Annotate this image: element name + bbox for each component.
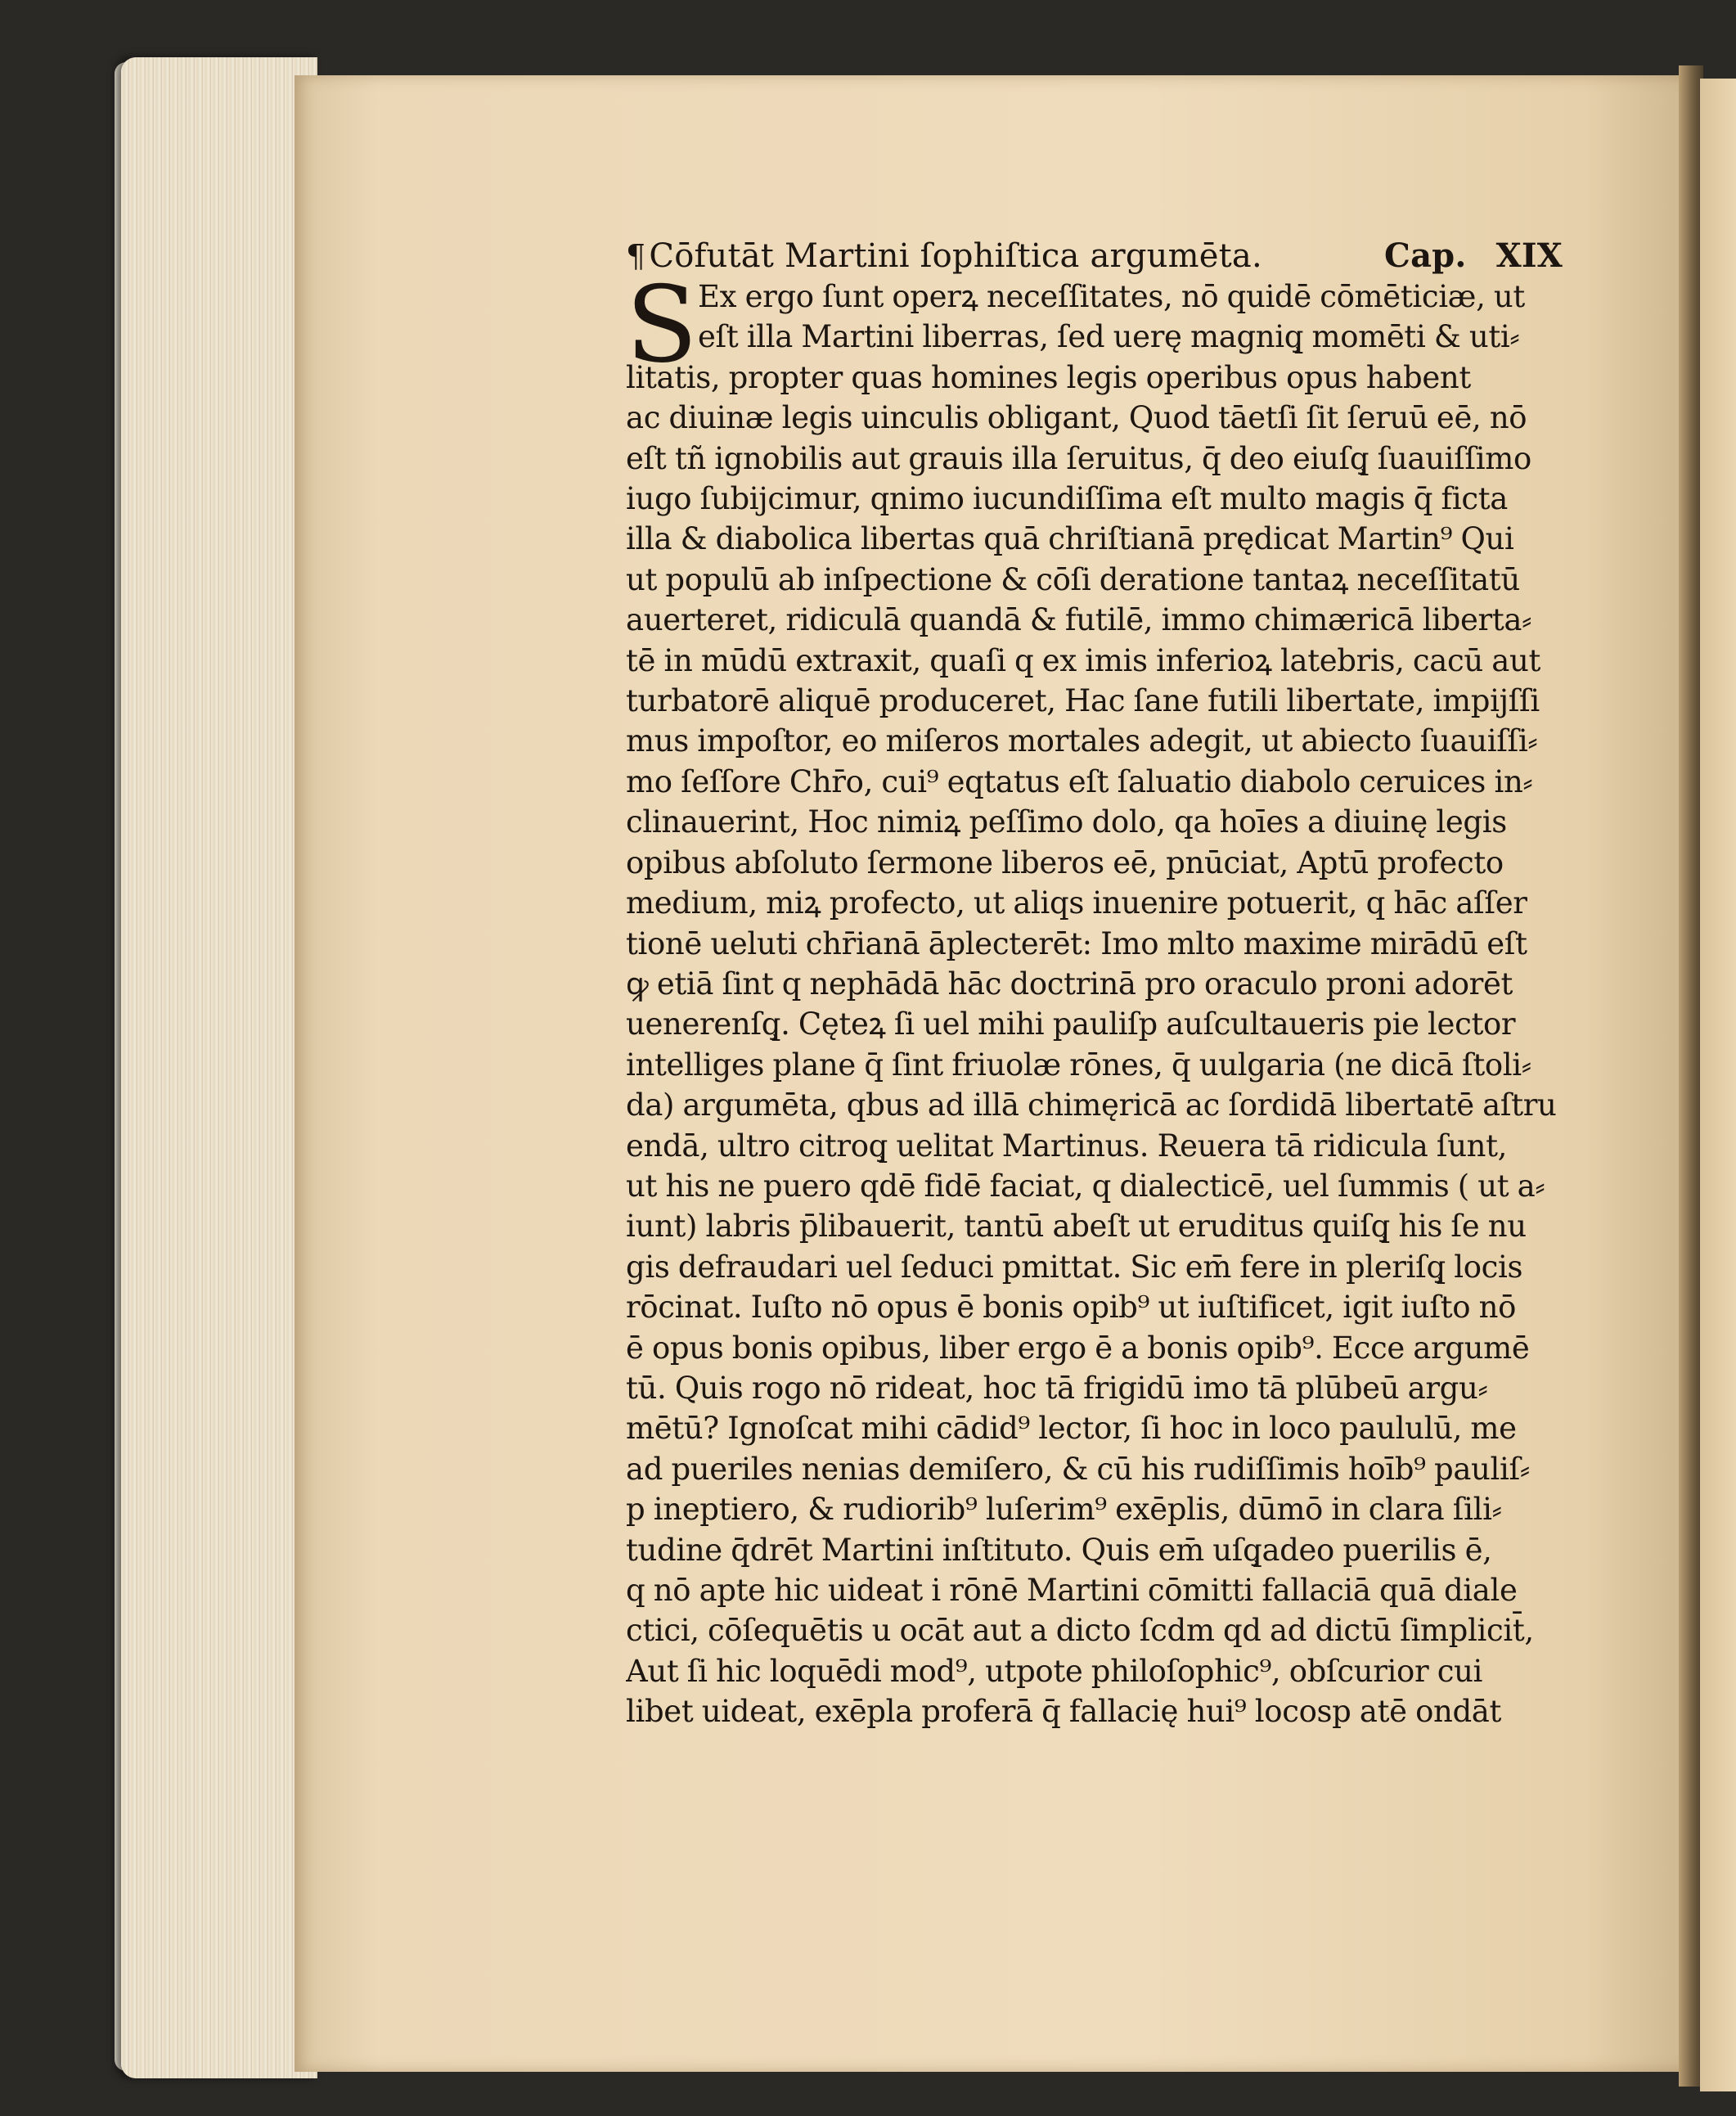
text-line: eſt tñ ignobilis aut grauis illa ſeruitus, q̄ deo eiuſq̧ ſuauiſſimo: [626, 440, 1531, 476]
text-line: tionē ueluti chr̄ianā āplecterēt: Imo mlto maxime mirādū eſt: [626, 925, 1527, 961]
text-line: ad pueriles nenias demiſero, & cū his rudiſſimis hoīb⁹ pauliſ⸗: [626, 1451, 1530, 1487]
text-line: clinauerint, Hoc nimiꝝ peſſimo dolo, qa hoīes a diuinę legis: [626, 804, 1507, 840]
text-line: uenerenſq̧. Cęteꝝ ſi uel mihi pauliſp auſcultaueris pie lector: [626, 1006, 1516, 1042]
text-line: iunt) labris p̄libauerit, tantū abeſt ut eruditus quiſq̧ his ſe nu: [626, 1209, 1527, 1245]
text-line: Ex ergo ſunt operꝝ neceſſitates, nō quidē cōmēticiæ, ut: [698, 279, 1525, 314]
chapter-title: Cōfutāt Martini ſophiſtica argumēta.: [649, 237, 1262, 275]
text-line: ē opus bonis opibus, liber ergo ē a bonis opib⁹. Ecce argumē: [626, 1330, 1530, 1366]
chapter-title-wrap: [626, 236, 1262, 277]
drop-initial: S: [626, 264, 698, 386]
text-line: mus impoſtor, eo miſeros mortales adegit, ut abiecto ſuauiſſi⸗: [626, 723, 1538, 759]
text-line: tē in mūdū extraxit, quaſi q ex imis inferioꝝ latebris, cacū aut: [626, 642, 1540, 678]
text-line: mo ſeſſore Chr̄o, cui⁹ eqtatus eſt ſaluatio diabolo ceruices in⸗: [626, 763, 1533, 799]
text-line: p ineptiero, & rudiorib⁹ luſerim⁹ exēplis, dūmō in clara ſili⸗: [626, 1492, 1502, 1528]
text-block: [626, 236, 1563, 1732]
text-line: q nō apte hic uideat i rōnē Martini cōmitti fallaciā quā diale: [626, 1573, 1518, 1608]
text-line: medium, miꝝ profecto, ut aliqs inuenire potuerit, q hāc aſſer: [626, 885, 1527, 921]
text-line: Aut ſi hic loquēdi mod⁹, utpote philoſophic⁹, obſcurior cui: [626, 1653, 1483, 1689]
body-text: [626, 264, 1563, 1732]
text-line: tudine q̄drēt Martini inſtituto. Quis em̄ uſq̧adeo puerilis ē,: [626, 1532, 1492, 1568]
text-line: gis defraudari uel ſeduci pmittat. Sic em̄ fere in pleriſq̧ locis: [626, 1249, 1523, 1285]
text-line: intelliges plane q̄ ſint friuolæ rōnes, q̄ uulgaria (ne dicā ſtoli⸗: [626, 1047, 1531, 1083]
text-line: ut populū ab inſpectione & cōſi deratione tantaꝝ neceſſitatū: [626, 561, 1520, 597]
book-fore-edge: [121, 57, 317, 2078]
running-header: [626, 236, 1563, 277]
text-line: ac diuinæ legis uinculis obligant, Quod tāetſi ſit ſeruū eē, nō: [626, 400, 1527, 436]
text-line: ꝙ etiā ſint q nephādā hāc doctrinā pro oraculo proni adorēt: [626, 966, 1513, 1002]
text-line: da) argumēta, qbus ad illā chimęricā ac ſordidā libertatē aſtru: [626, 1087, 1557, 1123]
text-line: illa & diabolica libertas quā chriſtianā prędicat Martin⁹ Qui: [626, 521, 1514, 557]
text-line: eſt illa Martini liberras, ſed uerę magniq̧ momēti & uti⸗: [698, 319, 1520, 355]
text-line: libet uideat, exēpla proferā q̄ fallacię hui⁹ locosp atē ondāt: [626, 1694, 1502, 1730]
text-line: auerteret, ridiculā quandā & futilē, immo chimæricā liberta⸗: [626, 602, 1532, 638]
text-line: endā, ultro citroq̧ uelitat Martinus. Reuera tā ridicula ſunt,: [626, 1128, 1508, 1164]
text-line: tū. Quis rogo nō rideat, hoc tā frigidū imo tā plūbeū argu⸗: [626, 1370, 1488, 1406]
text-line: turbatorē aliquē produceret, Hac ſane futili libertate, impijſſi: [626, 683, 1540, 719]
text-line: litatis, propter quas homines legis operibus opus habent: [626, 359, 1471, 395]
text-line: iugo ſubijcimur, qnimo iucundiſſima eſt multo magis q̄ ficta: [626, 481, 1508, 517]
text-line: rōcinat. Iuſto nō opus ē bonis opib⁹ ut iuſtificet, igit iuſto nō: [626, 1290, 1517, 1326]
text-line: ctici, cōſequētis u ocāt aut a dicto ſcdm qd ad dictū ſimplicit̄,: [626, 1613, 1534, 1649]
chapter-number: Cap. XIX: [1384, 236, 1563, 275]
facing-page-sliver: [1700, 79, 1736, 2091]
pilcrow-icon: ¶: [626, 238, 646, 274]
text-line: ut his ne puero qdē fidē faciat, q dialecticē, uel ſummis ( ut a⸗: [626, 1168, 1545, 1204]
text-line: opibus abſoluto ſermone liberos eē, pnūciat, Aptū profecto: [626, 844, 1504, 880]
text-line: mētū? Ignoſcat mihi cādid⁹ lector, ſi hoc in loco paululū, me: [626, 1411, 1517, 1447]
